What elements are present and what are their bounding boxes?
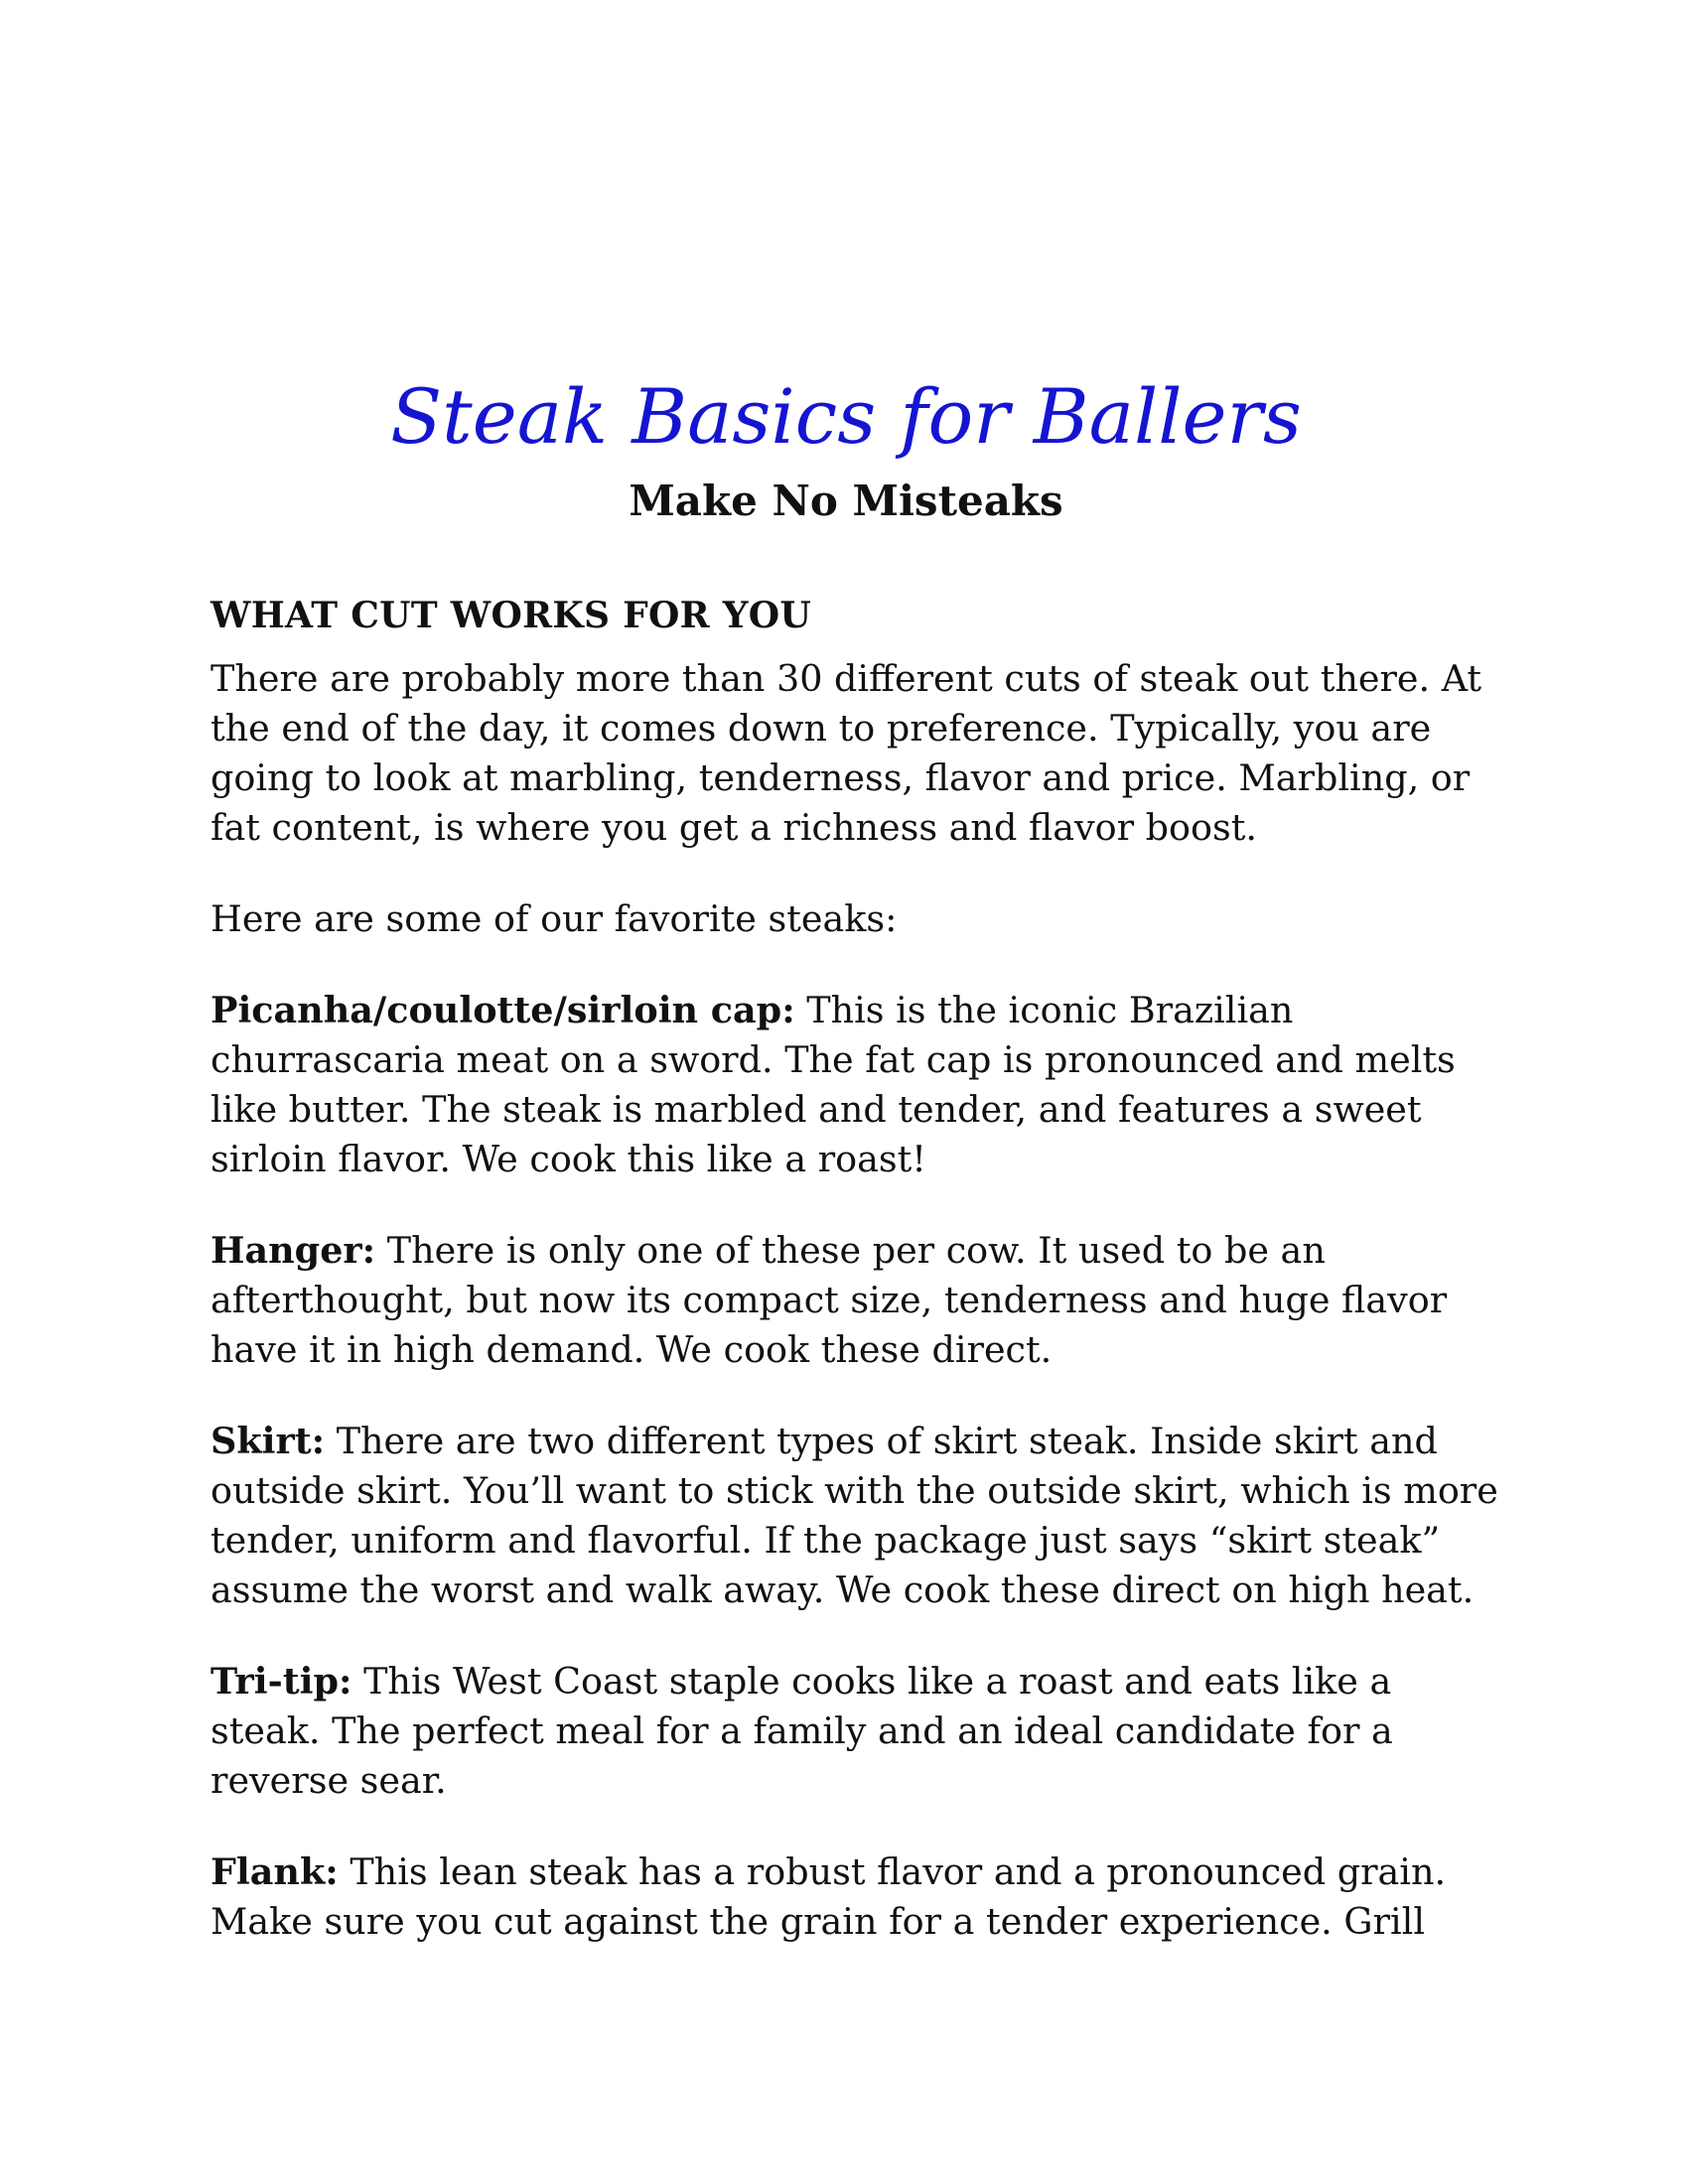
page-title: Steak Basics for Ballers	[390, 372, 1302, 461]
cut-picanha	[211, 986, 1501, 1184]
cut-description: There is only one of these per cow. It used to be an afterthought, but now its compact size, tenderness and huge flavor have it in high demand. We cook these direct.	[211, 1229, 1448, 1371]
intro-paragraph: There are probably more than 30 different cuts of steak out there. At the end of the day, it comes down to preference. Typically, you are going to look at marbling, tenderness, flavor and price. Marbling, or fat content, is where you get a richness and flavor boost.	[211, 657, 1482, 849]
cut-name: Tri-tip:	[211, 1660, 352, 1703]
cut-tri-tip	[211, 1657, 1501, 1806]
lead-in-paragraph: Here are some of our favorite steaks:	[211, 897, 898, 940]
cut-name: Picanha/coulotte/sirloin cap:	[211, 989, 795, 1031]
section-heading: WHAT CUT WORKS FOR YOU	[211, 595, 812, 636]
cut-skirt	[211, 1417, 1501, 1615]
cut-flank	[211, 1847, 1501, 1947]
document-page	[211, 362, 1501, 1947]
cut-name: Hanger:	[211, 1229, 376, 1272]
cut-description: There are two different types of skirt steak. Inside skirt and outside skirt. You’ll want to stick with the outside skirt, which is more tender, uniform and flavorful. If the package just says “skirt steak” assume the worst and walk away. We cook these direct on high heat.	[211, 1420, 1498, 1611]
cut-name: Skirt:	[211, 1420, 326, 1462]
cut-description: This is the iconic Brazilian churrascaria meat on a sword. The fat cap is pronounced and melts like butter. The steak is marbled and tender, and features a sweet sirloin flavor. We cook this like a roast!	[211, 989, 1456, 1180]
page-subtitle: Make No Misteaks	[629, 477, 1063, 525]
cut-hanger	[211, 1226, 1501, 1375]
cut-description: This lean steak has a robust flavor and a pronounced grain. Make sure you cut against the grain for a tender experience. Grill	[211, 1850, 1447, 1943]
cut-name: Flank:	[211, 1850, 339, 1893]
cut-description: This West Coast staple cooks like a roast and eats like a steak. The perfect meal for a family and an ideal candidate for a reverse sear.	[211, 1660, 1393, 1802]
